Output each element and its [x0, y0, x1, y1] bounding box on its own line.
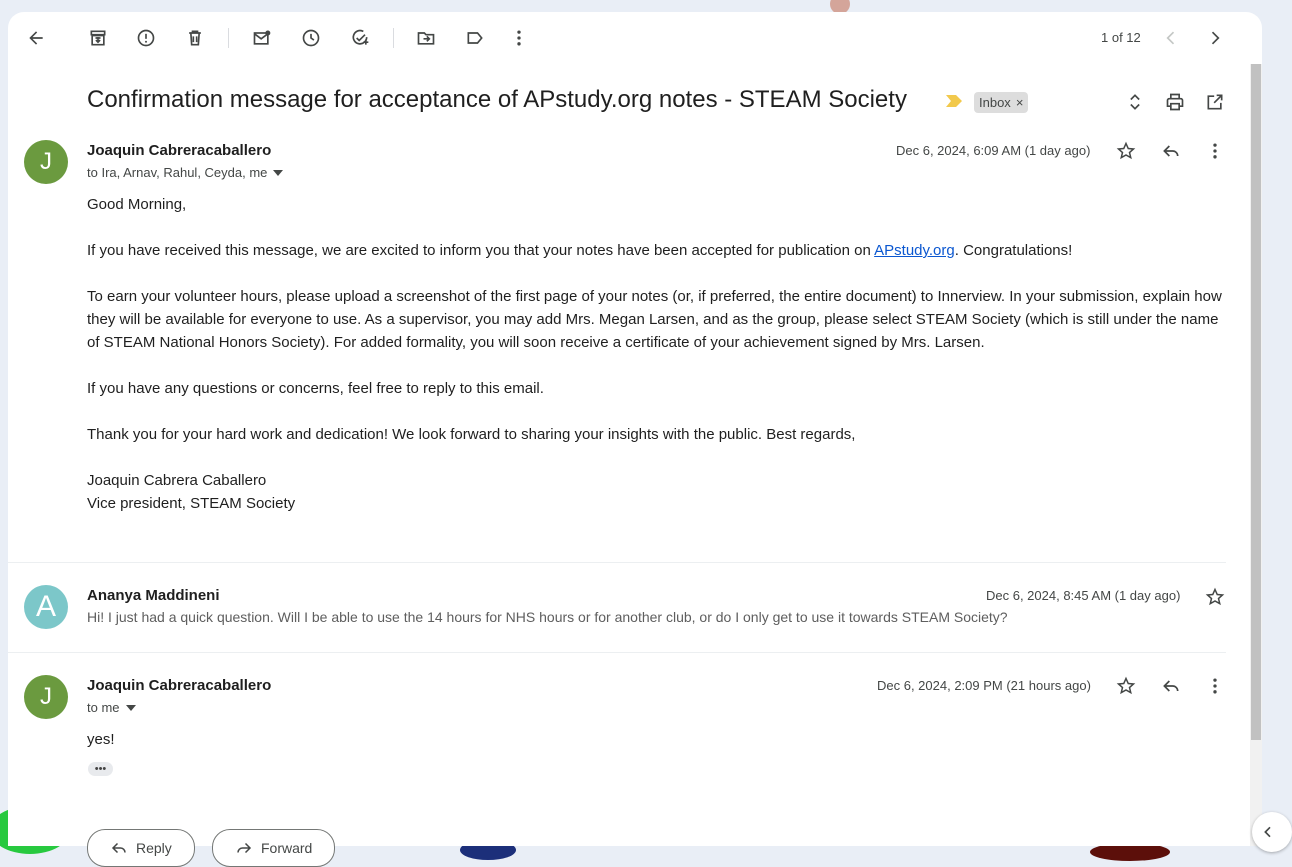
star-icon [1205, 587, 1225, 607]
toolbar-separator [393, 28, 394, 48]
caret-down-icon [126, 705, 136, 711]
move-to-button[interactable] [406, 18, 446, 58]
message-body [87, 193, 1227, 515]
side-panel-toggle[interactable] [1252, 812, 1292, 852]
toolbar [8, 12, 1262, 64]
reply-icon [1161, 141, 1181, 161]
sender-name[interactable]: Ananya Maddineni [87, 587, 220, 604]
label-button[interactable] [455, 18, 495, 58]
recipients-dropdown[interactable] [87, 165, 283, 180]
reply-icon [1161, 676, 1181, 696]
caret-down-icon [273, 170, 283, 176]
greeting: Good Morning, [87, 196, 187, 213]
body-paragraph: Thank you for your hard work and dedication! We look forward to sharing your insights with the public. Best regards, [87, 426, 856, 443]
clock-icon [301, 28, 321, 48]
print-button[interactable] [1157, 84, 1193, 120]
email-view [8, 12, 1262, 856]
star-icon [1116, 141, 1136, 161]
forward-button[interactable] [212, 829, 335, 867]
message-snippet[interactable]: Hi! I just had a quick question. Will I be able to use the 14 hours for NHS hours or for another club, or do I only get to use it towards STEAM Society? [87, 609, 1008, 625]
older-button[interactable] [1195, 18, 1235, 58]
pager-text: 1 of 12 [1101, 30, 1141, 45]
sender-name[interactable]: Joaquin Cabreracaballero [87, 677, 272, 694]
signature-title: Vice president, STEAM Society [87, 495, 296, 512]
add-task-icon [350, 28, 370, 48]
arrow-left-icon [26, 28, 46, 48]
trash-icon [185, 28, 205, 48]
recipients-text: to Ira, Arnav, Rahul, Ceyda, me [87, 165, 268, 180]
archive-button[interactable] [78, 18, 118, 58]
star-button[interactable] [1197, 579, 1233, 615]
chevron-left-icon [1161, 28, 1181, 48]
recipients-text: to me [87, 700, 120, 715]
more-vert-icon [509, 28, 529, 48]
archive-icon [88, 28, 108, 48]
scrollbar-thumb[interactable] [1251, 64, 1261, 740]
chevron-right-icon [1205, 28, 1225, 48]
reply-button[interactable] [87, 829, 195, 867]
more-actions-button[interactable] [499, 18, 539, 58]
reply-label: Reply [136, 840, 172, 856]
avatar[interactable]: A [24, 585, 68, 629]
reply-icon-button[interactable] [1153, 133, 1189, 169]
star-button[interactable] [1108, 668, 1144, 704]
recipients-dropdown[interactable] [87, 700, 136, 715]
body-paragraph: If you have any questions or concerns, feel free to reply to this email. [87, 380, 544, 397]
importance-marker-icon[interactable] [946, 95, 962, 107]
message-date[interactable]: Dec 6, 2024, 2:09 PM (21 hours ago) [877, 678, 1091, 693]
message-date[interactable]: Dec 6, 2024, 8:45 AM (1 day ago) [986, 588, 1181, 603]
move-to-icon [416, 28, 436, 48]
sender-name[interactable]: Joaquin Cabreracaballero [87, 142, 272, 159]
message-date[interactable]: Dec 6, 2024, 6:09 AM (1 day ago) [896, 143, 1091, 158]
star-icon [1116, 676, 1136, 696]
mark-unread-icon [252, 28, 272, 48]
thread-subject: Confirmation message for acceptance of APstudy.org notes - STEAM Society [87, 86, 907, 113]
label-name: Inbox [979, 95, 1011, 110]
label-icon [465, 28, 485, 48]
apstudy-link[interactable]: APstudy.org [874, 242, 955, 259]
avatar[interactable]: J [24, 140, 68, 184]
more-vert-icon [1205, 676, 1225, 696]
inbox-label-chip [974, 92, 1028, 113]
message-more-button[interactable] [1197, 133, 1233, 169]
report-spam-button[interactable] [126, 18, 166, 58]
delete-button[interactable] [175, 18, 215, 58]
forward-icon [235, 839, 253, 857]
back-button[interactable] [16, 18, 56, 58]
body-paragraph: To earn your volunteer hours, please upload a screenshot of the first page of your notes (or, if preferred, the entire document) to Innerview. In your submission, explain how they will be available for everyone to use. As a supervisor, you may add Mrs. Megan Larsen, and as the group, please select STEAM Society (which is still under the name of STEAM National Honors Society). For added formality, you will soon receive a certificate of your achievement signed by Mrs. Larsen. [87, 288, 1222, 351]
chevron-left-icon [1260, 824, 1276, 840]
message-divider [8, 652, 1226, 653]
body-paragraph: yes! [87, 731, 115, 748]
expand-all-button[interactable] [1117, 84, 1153, 120]
show-trimmed-content-button[interactable]: ••• [88, 762, 113, 776]
body-paragraph: If you have received this message, we are excited to inform you that your notes have been accepted for publication on APstudy.org. Congratulations! [87, 242, 1073, 259]
signature-name: Joaquin Cabrera Caballero [87, 472, 267, 489]
snooze-button[interactable] [291, 18, 331, 58]
open-in-new-icon [1205, 92, 1225, 112]
message-more-button[interactable] [1197, 668, 1233, 704]
star-button[interactable] [1108, 133, 1144, 169]
remove-label-button[interactable]: × [1015, 95, 1024, 110]
open-new-window-button[interactable] [1197, 84, 1233, 120]
newer-button[interactable] [1151, 18, 1191, 58]
avatar[interactable]: J [24, 675, 68, 719]
reply-icon [110, 839, 128, 857]
report-spam-icon [136, 28, 156, 48]
add-task-button[interactable] [340, 18, 380, 58]
reply-icon-button[interactable] [1153, 668, 1189, 704]
forward-label: Forward [261, 840, 313, 856]
message-divider [8, 562, 1226, 563]
mark-unread-button[interactable] [242, 18, 282, 58]
more-vert-icon [1205, 141, 1225, 161]
toolbar-separator [228, 28, 229, 48]
message-body [87, 728, 1227, 751]
unfold-more-icon [1125, 92, 1145, 112]
print-icon [1165, 92, 1185, 112]
